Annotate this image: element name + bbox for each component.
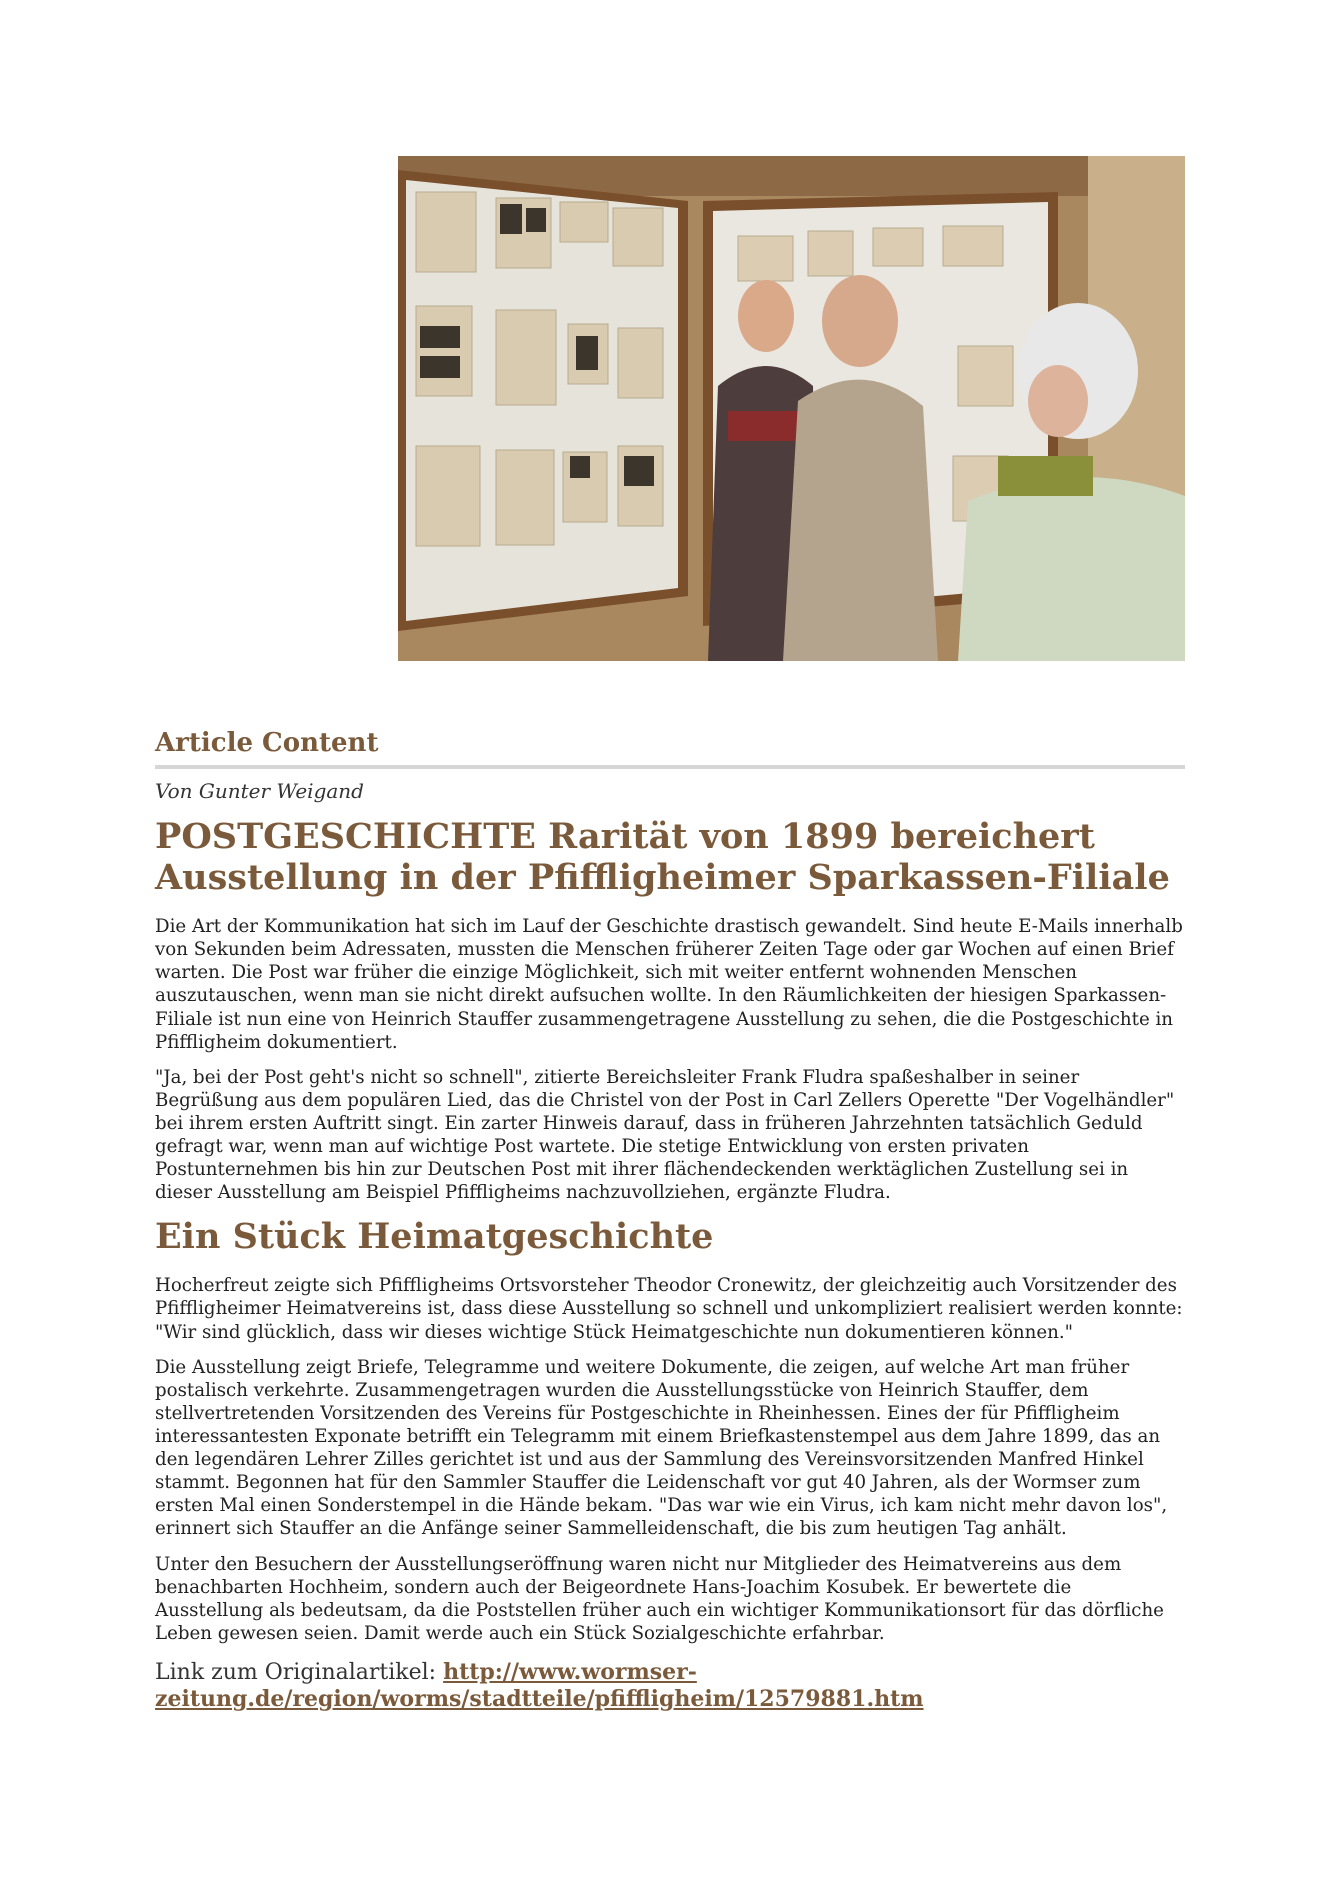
paragraph: Unter den Besuchern der Ausstellungseröffnung waren nicht nur Mitglieder des Heimatvereins aus dem benachbarten Hochheim, sondern auch der Beigeordnete Hans-Joachim Kosubek. Er bewertete die Ausstellung als bedeutsam, da die Poststellen früher auch ein wichtiger Kommunikationsort für das dörfliche Leben gewesen seien. Damit werde auch ein Stück Sozialgeschichte erfahrbar.	[155, 1553, 1164, 1644]
paragraph: "Ja, bei der Post geht's nicht so schnell", zitierte Bereichsleiter Frank Fludra spaßeshalber in seiner Begrüßung aus dem populären Lied, das die Christel von der Post in Carl Zellers Operette "Der Vogelhändler" bei ihrem ersten Auftritt singt. Ein zarter Hinweis darauf, dass in früheren Jahrzehnten tatsächlich Geduld gefragt war, wenn man auf wichtige Post wartete. Die stetige Entwicklung von ersten privaten Postunternehmen bis hin zur Deutschen Post mit ihrer flächendeckenden werktäglichen Zustellung sei in dieser Ausstellung am Beispiel Pfiffligheims nachzuvollziehen, ergänzte Fludra.	[155, 1066, 1175, 1204]
paragraph: Die Ausstellung zeigt Briefe, Telegramme und weitere Dokumente, die zeigen, auf welche Art man früher postalisch verkehrte. Zusammengetragen wurden die Ausstellungsstücke von Heinrich Stauffer, dem stellvertretenden Vorsitzenden des Vereins für Postgeschichte in Rheinhessen. Eines der für Pfiffligheim interessantesten Exponate betrifft ein Telegramm mit einem Briefkastenstempel aus dem Jahre 1899, das an den legendären Lehrer Zilles gerichtet ist und aus der Sammlung des Vereinsvorsitzenden Manfred Hinkel stammt. Begonnen hat für den Sammler Stauffer die Leidenschaft vor gut 40 Jahren, als der Wormser zum ersten Mal einen Sonderstempel in die Hände bekam. "Das war wie ein Virus, ich kam nicht mehr davon los", erinnert sich Stauffer an die Anfänge seiner Sammelleidenschaft, die bis zum heutigen Tag anhält.	[155, 1356, 1168, 1540]
byline: Von Gunter Weigand	[155, 779, 364, 804]
paragraph: Die Art der Kommunikation hat sich im Lauf der Geschichte drastisch gewandelt. Sind heute E-Mails innerhalb von Sekunden beim Adressaten, mussten die Menschen früherer Zeiten Tage oder gar Wochen auf einen Brief warten. Die Post war früher die einzige Möglichkeit, sich mit weiter entfernt wohnenden Menschen auszutauschen, wenn man sie nicht direkt aufsuchen wollte. In den Räumlichkeiten der hiesigen Sparkassen-Filiale ist nun eine von Heinrich Stauffer zusammengetragene Ausstellung zu sehen, die die Postgeschichte in Pfiffligheim dokumentiert.	[155, 916, 1183, 1053]
section-label: Article Content	[155, 728, 1185, 769]
article-content	[155, 728, 1185, 1714]
link-prefix: Link zum Originalartikel:	[155, 1660, 444, 1686]
paragraph: Hocherfreut zeigte sich Pfiffligheims Ortsvorsteher Theodor Cronewitz, der gleichzeitig auch Vorsitzender des Pfiffligheimer Heimatvereins ist, dass diese Ausstellung so schnell und unkompliziert realisiert werden konnte: "Wir sind glücklich, dass wir dieses wichtige Stück Heimatgeschichte nun dokumentieren können."	[155, 1275, 1183, 1343]
article-headline: POSTGESCHICHTE Rarität von 1899 bereichert Ausstellung in der Pfiffligheimer Sparkassen-Filiale	[155, 816, 1170, 899]
source-link-line	[155, 1659, 1185, 1714]
article-photo	[398, 156, 1185, 661]
original-article-link[interactable]: http://www.wormser-zeitung.de/region/worms/stadtteile/pfiffligheim/12579881.htm	[155, 1659, 924, 1713]
subheading: Ein Stück Heimatgeschichte	[155, 1216, 714, 1258]
